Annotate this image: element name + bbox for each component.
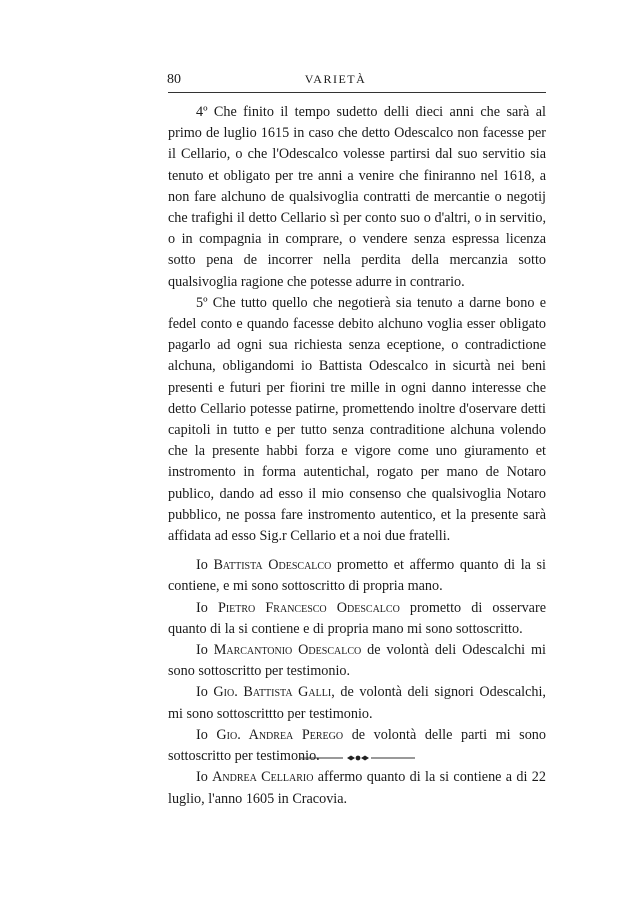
header-rule	[168, 92, 546, 93]
signature-list	[168, 555, 546, 809]
signature-prefix: Io	[196, 684, 214, 701]
signature-text: affermo quanto di la si contiene a di 22 luglio, l'anno 1605 in Cracovia.	[168, 769, 546, 807]
signatory-name: Marcantonio Odescalco	[213, 642, 362, 659]
end-ornament-icon	[297, 753, 417, 763]
signature-battista	[168, 555, 546, 597]
signature-text: de volontà delle parti mi sono sottoscritto per testimonio.	[168, 726, 546, 765]
paragraph-clause-5: 5º Che tutto quello che negotierà sia tenuto a darne bono e fedel conto e quando facesse debito alchuno voglia esser obligato pagarlo ad ogni sua richiesta senza eceptione, o contradictione alchuna, obligandomi io Battista Odescalco in sicurtà nei beni presenti e futuri per fiorini tre mille in ogni danno interesse che detto Cellario potesse patirne, promettendo inoltre d'oservare detti capitoli in tutto e per tutto senza contraditione alchuna volendo che la presente habbi forza e vigore come uno giuramento et instromento in forma autentichal, rogato per mano de Notaro publico, dando ad esso il mio consenso che qualsivoglia Notaro pubblico, ne possa fare instromento autentico, et la presente sarà affidata ad esso Sig.r Cellario et a noi due fratelli.	[168, 294, 546, 545]
signature-prefix: Io	[196, 599, 218, 616]
signature-text: , de volontà deli signori Odescalchi, mi sono sottoscrittto per testimonio.	[168, 684, 546, 722]
signature-marcantonio	[168, 640, 546, 682]
signature-prefix: Io	[196, 769, 213, 786]
signature-galli	[168, 682, 546, 724]
signature-prefix: Io	[196, 642, 214, 659]
running-head: VARIETÀ	[304, 72, 367, 86]
body-text	[168, 102, 546, 810]
signature-prefix: Io	[196, 557, 214, 574]
signatory-name: Andrea Cellario	[212, 769, 314, 786]
signature-cellario	[168, 767, 546, 809]
signature-prefix: Io	[196, 726, 217, 743]
signatory-name: Gio. Battista Galli	[213, 684, 332, 701]
signature-text: de volontà deli Odescalchi mi sono sottoscritto per testimonio.	[168, 642, 546, 680]
signature-pietro-francesco	[168, 598, 546, 640]
signatory-name: Gio. Andrea Perego	[216, 726, 344, 743]
signature-text: prometto et affermo quanto di la si contiene, e mi sono sottoscritto di propria mano.	[168, 557, 547, 595]
page-number: 80	[167, 72, 181, 87]
signature-text: prometto di osservare quanto di la si contiene e di propria mano mi sono sottoscritto.	[168, 599, 546, 637]
signatory-name: Battista Odescalco	[213, 557, 332, 574]
paragraph-clause-4: 4º Che finito il tempo sudetto delli dieci anni che sarà al primo de luglio 1615 in caso che detto Odescalco non facesse per il Cellario, o che l'Odescalco volesse partirsi dal suo servitio sia tenuto et obligato per tre anni a venire che finiranno nel 1618, a non fare alchuno de qualsivoglia contratti de mercantie o negotij che trafighi il detto Cellario sì per conto suo o d'altri, o in servitio, o in compagnia in comprare, o vendere senza espressa licenza sotto pena de incorrer nella perdita della mercanzia sotto qualsivoglia ragione che potesse adurre in contrario.	[168, 104, 546, 290]
signatory-name: Pietro Francesco Odescalco	[217, 599, 400, 616]
